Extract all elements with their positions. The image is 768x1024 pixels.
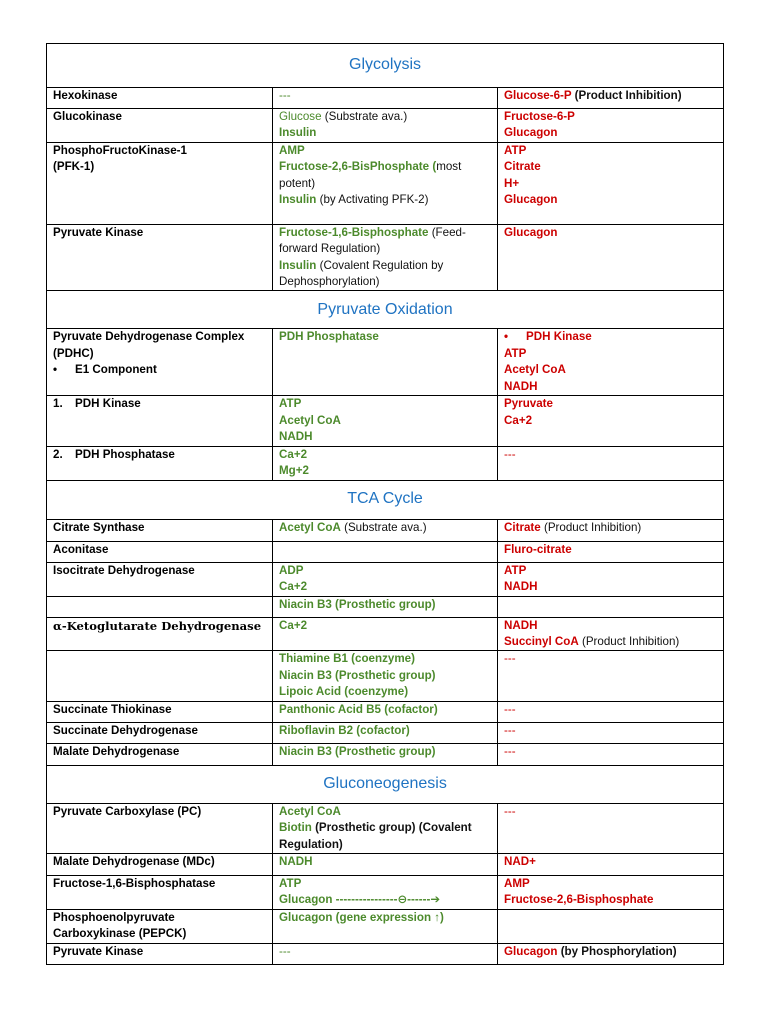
activator-cell: Fructose-1,6-Bisphosphate (Feed- forward Regulation) Insulin (Covalent Regulation by Dephosphorylation) bbox=[273, 224, 498, 291]
activator-cell: Riboflavin B2 (cofactor) bbox=[273, 722, 498, 743]
inhibitor-cell: --- bbox=[498, 743, 724, 765]
regulation-table bbox=[46, 43, 724, 965]
enzyme-cell: Phosphoenolpyruvate Carboxykinase (PEPCK) bbox=[47, 909, 273, 943]
table-row bbox=[47, 651, 724, 701]
table-row bbox=[47, 617, 724, 651]
section-header-gluconeogenesis: Gluconeogenesis bbox=[47, 765, 724, 803]
table-row bbox=[47, 701, 724, 722]
inhibitor-cell: Pyruvate Ca+2 bbox=[498, 396, 724, 446]
inhibitor-cell: --- bbox=[498, 651, 724, 701]
activator-cell: Ca+2 Mg+2 bbox=[273, 446, 498, 480]
table-row bbox=[47, 519, 724, 541]
enzyme-cell: 2. PDH Phosphatase bbox=[47, 446, 273, 480]
table-row bbox=[47, 329, 724, 396]
inhibitor-cell: ATP NADH bbox=[498, 562, 724, 596]
table-row bbox=[47, 596, 724, 617]
enzyme-cell: Malate Dehydrogenase (MDc) bbox=[47, 853, 273, 875]
inhibitor-cell: --- bbox=[498, 803, 724, 853]
inhibitor-cell: Fluro-citrate bbox=[498, 541, 724, 562]
inhibitor-cell: • PDH Kinase ATP Acetyl CoA NADH bbox=[498, 329, 724, 396]
activator-cell: AMP Fructose-2,6-BisPhosphate (most potent) Insulin (by Activating PFK-2) bbox=[273, 142, 498, 224]
inhibitor-cell: Glucagon (by Phosphorylation) bbox=[498, 943, 724, 964]
table-row bbox=[47, 224, 724, 291]
inhibitor-cell bbox=[498, 596, 724, 617]
enzyme-cell: Pyruvate Carboxylase (PC) bbox=[47, 803, 273, 853]
table-row bbox=[47, 541, 724, 562]
enzyme-cell bbox=[47, 651, 273, 701]
inhibitor-cell: Glucagon bbox=[498, 224, 724, 291]
enzyme-cell: 1. PDH Kinase bbox=[47, 396, 273, 446]
activator-cell: Acetyl CoA (Substrate ava.) bbox=[273, 519, 498, 541]
table-row bbox=[47, 109, 724, 143]
enzyme-cell: Succinate Dehydrogenase bbox=[47, 722, 273, 743]
enzyme-cell: Malate Dehydrogenase bbox=[47, 743, 273, 765]
activator-cell: --- bbox=[273, 88, 498, 109]
table-row bbox=[47, 562, 724, 596]
activator-cell: NADH bbox=[273, 853, 498, 875]
table-row bbox=[47, 803, 724, 853]
enzyme-cell: Fructose-1,6-Bisphosphatase bbox=[47, 875, 273, 909]
table-row bbox=[47, 88, 724, 109]
enzyme-cell: PhosphoFructoKinase-1 (PFK-1) bbox=[47, 142, 273, 224]
table-row bbox=[47, 446, 724, 480]
table-row bbox=[47, 909, 724, 943]
inhibitor-cell: Fructose-6-P Glucagon bbox=[498, 109, 724, 143]
section-header-glycolysis: Glycolysis bbox=[47, 44, 724, 88]
inhibitor-cell: NADH Succinyl CoA (Product Inhibition) bbox=[498, 617, 724, 651]
enzyme-cell: Succinate Thiokinase bbox=[47, 701, 273, 722]
activator-cell: Niacin B3 (Prosthetic group) bbox=[273, 743, 498, 765]
inhibitor-cell: AMP Fructose-2,6-Bisphosphate bbox=[498, 875, 724, 909]
table-row bbox=[47, 722, 724, 743]
activator-cell: ADP Ca+2 bbox=[273, 562, 498, 596]
activator-cell: Niacin B3 (Prosthetic group) bbox=[273, 596, 498, 617]
activator-cell: ATP Glucagon ----------------⊖------➔ bbox=[273, 875, 498, 909]
inhibitor-cell bbox=[498, 909, 724, 943]
inhibitor-cell: --- bbox=[498, 446, 724, 480]
inhibitor-cell: Glucose-6-P (Product Inhibition) bbox=[498, 88, 724, 109]
table-row bbox=[47, 853, 724, 875]
enzyme-cell: Hexokinase bbox=[47, 88, 273, 109]
activator-cell bbox=[273, 541, 498, 562]
section-header-pyruvate-oxidation: Pyruvate Oxidation bbox=[47, 291, 724, 329]
table-row bbox=[47, 943, 724, 964]
enzyme-cell: Citrate Synthase bbox=[47, 519, 273, 541]
enzyme-cell: Aconitase bbox=[47, 541, 273, 562]
activator-cell: Thiamine B1 (coenzyme) Niacin B3 (Prosthetic group) Lipoic Acid (coenzyme) bbox=[273, 651, 498, 701]
activator-cell: Acetyl CoA Biotin (Prosthetic group) (Covalent Regulation) bbox=[273, 803, 498, 853]
activator-cell: ATP Acetyl CoA NADH bbox=[273, 396, 498, 446]
table-row bbox=[47, 875, 724, 909]
table-row bbox=[47, 396, 724, 446]
table-row bbox=[47, 142, 724, 224]
enzyme-cell: Pyruvate Kinase bbox=[47, 224, 273, 291]
table-row bbox=[47, 743, 724, 765]
enzyme-cell: Glucokinase bbox=[47, 109, 273, 143]
inhibitor-cell: ATP Citrate H+ Glucagon bbox=[498, 142, 724, 224]
inhibitor-cell: --- bbox=[498, 722, 724, 743]
enzyme-cell: α-Ketoglutarate Dehydrogenase bbox=[47, 617, 273, 651]
activator-cell: --- bbox=[273, 943, 498, 964]
enzyme-cell: Pyruvate Kinase bbox=[47, 943, 273, 964]
activator-cell: Glucose (Substrate ava.) Insulin bbox=[273, 109, 498, 143]
enzyme-cell: Isocitrate Dehydrogenase bbox=[47, 562, 273, 596]
section-header-tca-cycle: TCA Cycle bbox=[47, 480, 724, 519]
activator-cell: PDH Phosphatase bbox=[273, 329, 498, 396]
enzyme-cell bbox=[47, 596, 273, 617]
inhibitor-cell: NAD+ bbox=[498, 853, 724, 875]
activator-cell: Ca+2 bbox=[273, 617, 498, 651]
activator-cell: Panthonic Acid B5 (cofactor) bbox=[273, 701, 498, 722]
activator-cell: Glucagon (gene expression ↑) bbox=[273, 909, 498, 943]
inhibitor-cell: Citrate (Product Inhibition) bbox=[498, 519, 724, 541]
inhibitor-cell: --- bbox=[498, 701, 724, 722]
enzyme-cell: Pyruvate Dehydrogenase Complex (PDHC) • E1 Component bbox=[47, 329, 273, 396]
